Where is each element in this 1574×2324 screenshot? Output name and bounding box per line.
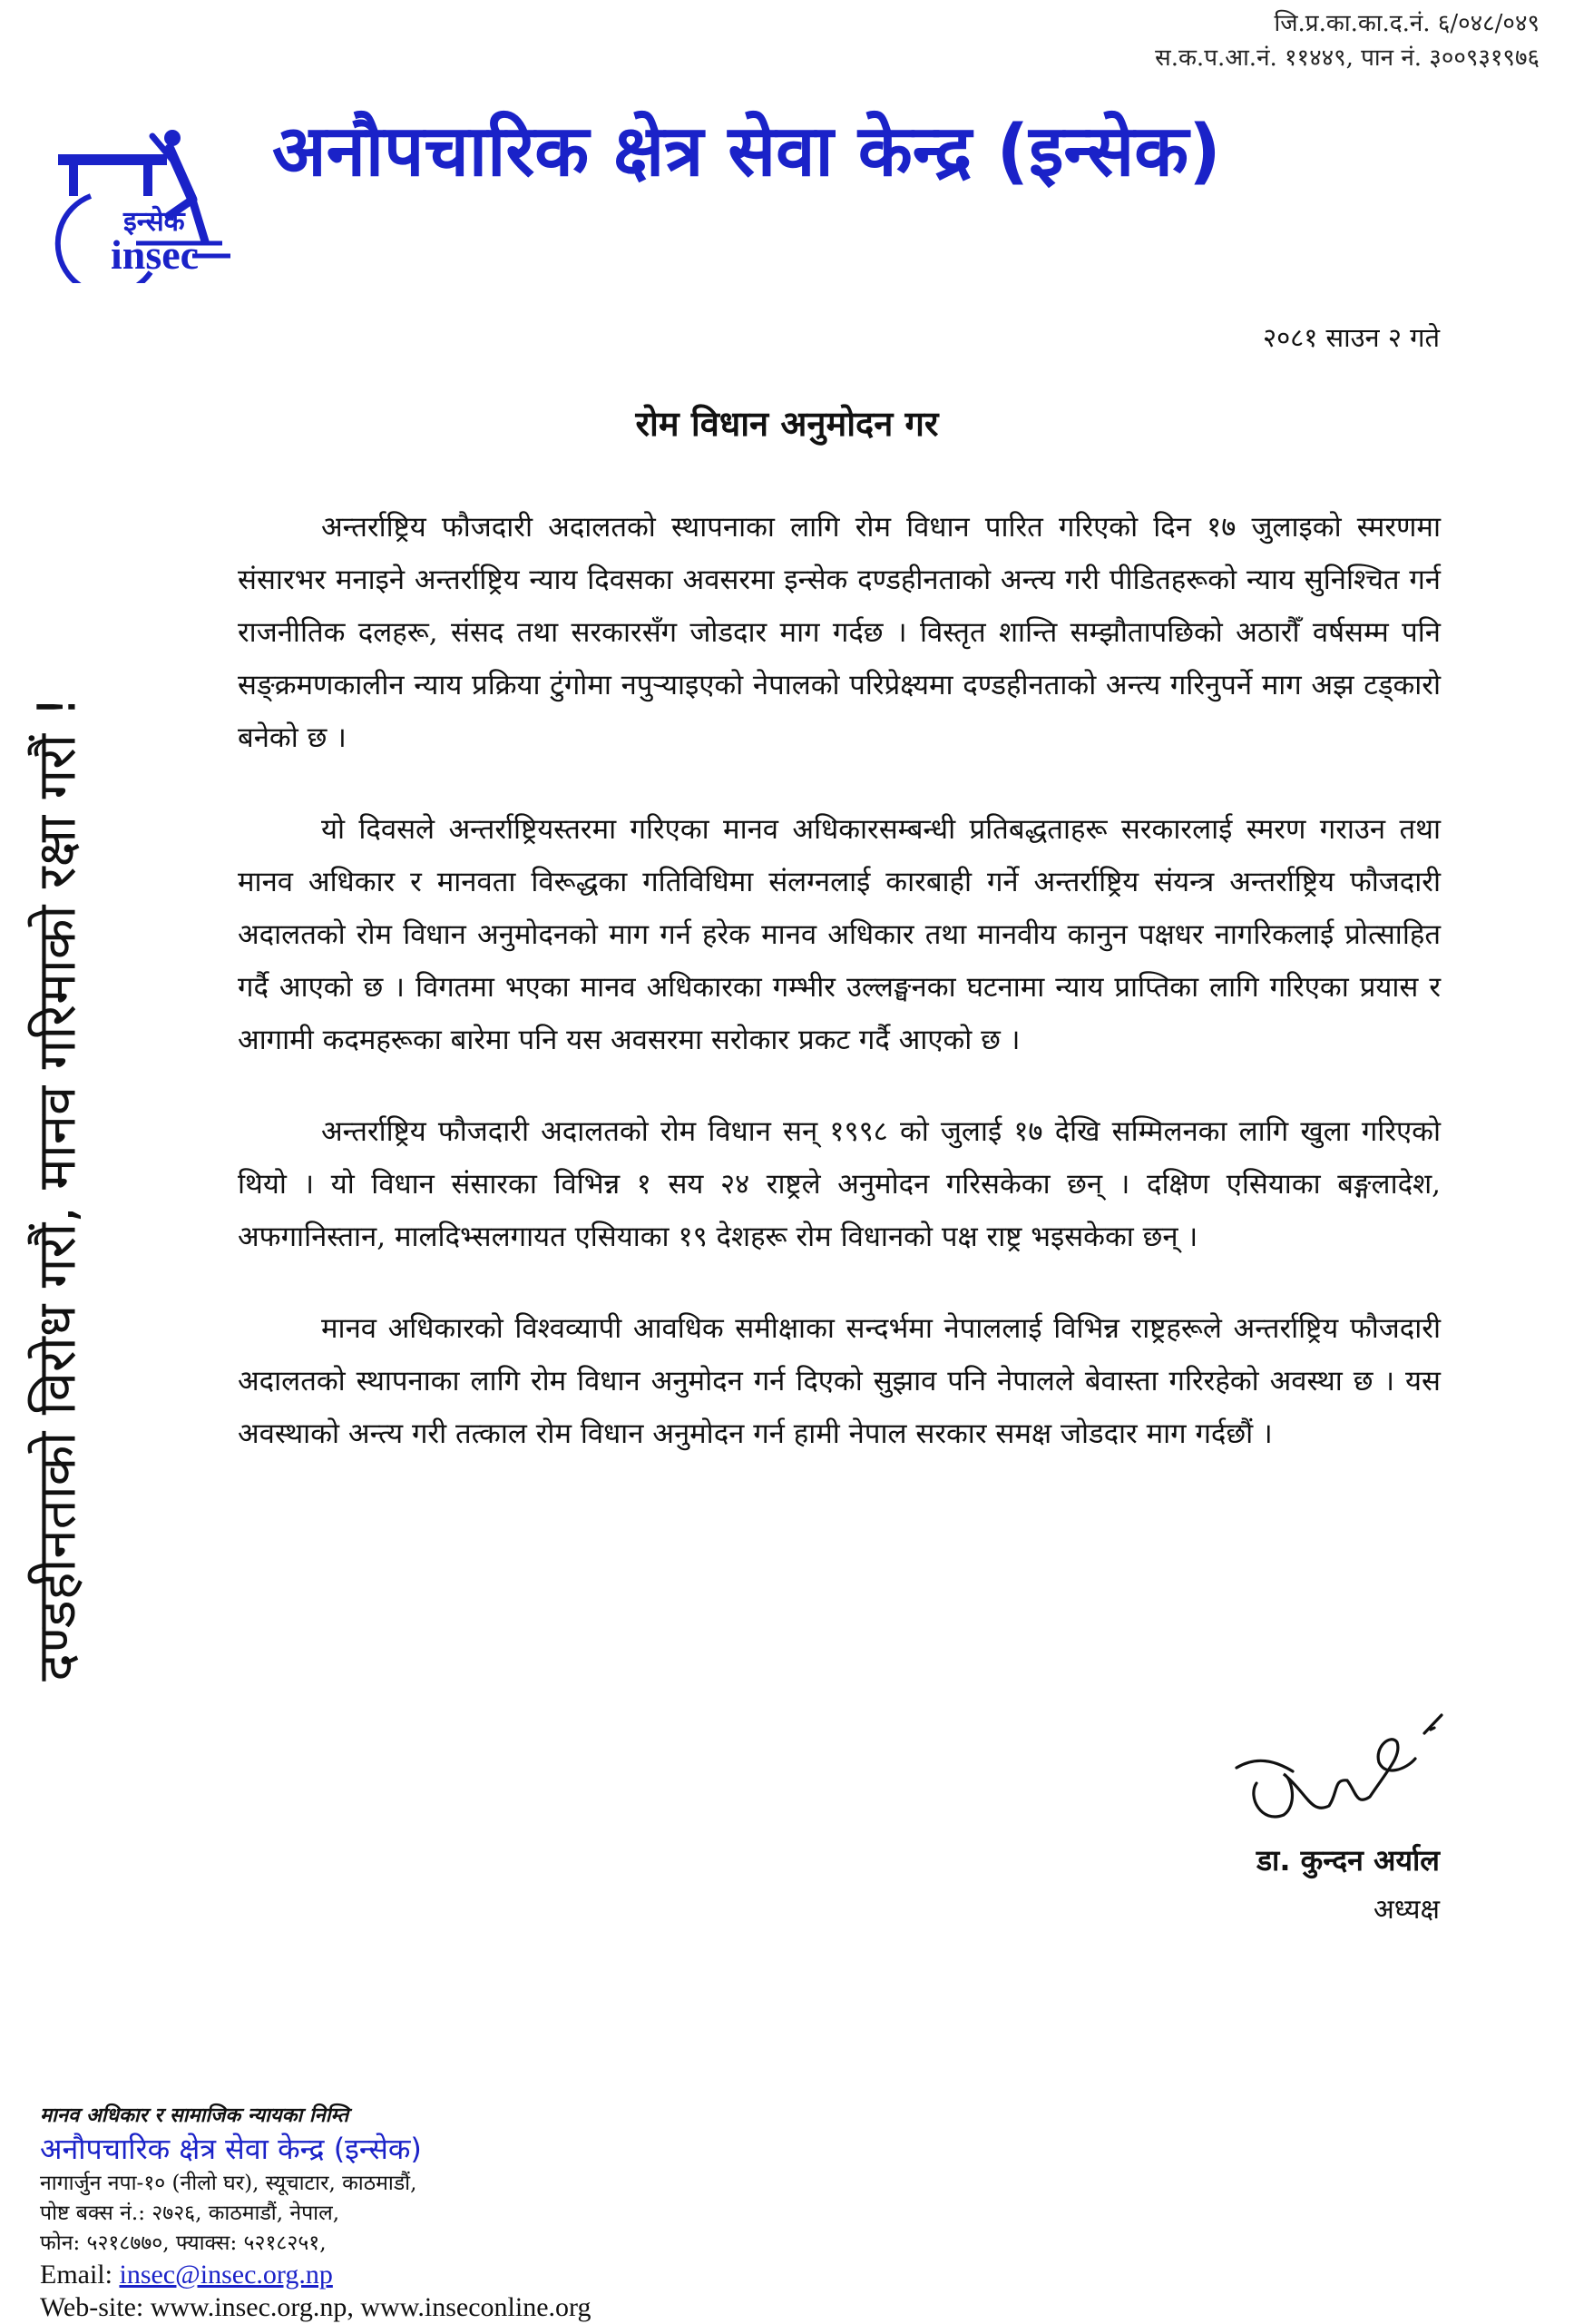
footer — [40, 2102, 856, 2324]
paragraph-3: अन्तर्राष्ट्रिय फौजदारी अदालतको रोम विधान सन् १९९८ को जुलाई १७ देखि सम्मिलनका लागि खुला गरिएको थियो । यो विधान संसारका विभिन्न १ सय २४ राष्ट्रले अनुमोदन गरिसकेका छन् । दक्षिण एसियाका बङ्गलादेश, अफगानिस्तान, मालदिभ्सलगायत एसियाका १९ देशहरू रोम विधानको पक्ष राष्ट्र भइसकेका छन् । — [238, 1115, 1441, 1253]
footer-org-name: अनौपचारिक क्षेत्र सेवा केन्द्र (इन्सेक) — [40, 2132, 422, 2166]
insec-logo — [36, 129, 272, 283]
registration-line-2: स.क.प.आ.नं. ११४४९, पान नं. ३००९३१९७६ — [1155, 44, 1540, 72]
footer-address-1: नागार्जुन नपा-१० (नीलो घर), स्यूचाटार, काठमाडौं, — [40, 2172, 417, 2195]
paragraph-2: यो दिवसले अन्तर्राष्ट्रियस्तरमा गरिएका मानव अधिकारसम्बन्धी प्रतिबद्धताहरू सरकारलाई स्मरण गराउन तथा मानव अधिकार र मानवता विरूद्धका गतिविधिमा संलग्नलाई कारबाही गर्ने अन्तर्राष्ट्रिय संयन्त्र अन्तर्राष्ट्रिय फौजदारी अदालतको रोम विधान अनुमोदनको माग गर्न हरेक मानव अधिकार तथा मानवीय कानुन पक्षधर नागरिकलाई प्रोत्साहित गर्दै आएको छ । विगतमा भएका मानव अधिकारका गम्भीर उल्लङ्घनका घटनामा न्याय प्राप्तिका लागि गरिएका प्रयास र आगामी कदमहरूका बारेमा पनि यस अवसरमा सरोकार प्रकट गर्दै आएको छ । — [238, 813, 1441, 1056]
footer-website-label: Web-site: — [40, 2292, 144, 2322]
logo-text-nepali: इन्सेक — [123, 206, 185, 238]
footer-email-label: Email: — [40, 2260, 112, 2290]
footer-websites[interactable]: www.insec.org.np, www.inseconline.org — [150, 2292, 591, 2322]
side-slogan-container — [0, 581, 109, 1797]
logo-text-english: insec — [111, 231, 200, 278]
signatory-name: डा. कुन्दन अर्याल — [1256, 1843, 1440, 1878]
side-slogan: दण्डहीनताको विरोध गरौं, मानव गरिमाको रक्षा गरौं ! — [25, 696, 88, 1682]
footer-tagline: मानव अधिकार र सामाजिक न्यायका निम्ति — [40, 2103, 349, 2127]
registration-line-1: जि.प्र.का.का.द.नं. ६/०४८/०४९ — [1274, 10, 1540, 37]
paragraph-4: मानव अधिकारको विश्वव्यापी आवधिक समीक्षाका सन्दर्भमा नेपाललाई विभिन्न राष्ट्रहरूले अन्तर्राष्ट्रिय फौजदारी अदालतको स्थापनाका लागि रोम विधान अनुमोदन गर्न दिएको सुझाव पनि नेपालले बेवास्ता गरिरहेको अवस्था छ । यस अवस्थाको अन्त्य गरी तत्काल रोम विधान अनुमोदन गर्न हामी नेपाल सरकार समक्ष जोडदार माग गर्दछौं । — [238, 1312, 1441, 1450]
footer-website-row — [40, 2291, 856, 2324]
letter-date: २०८१ साउन २ गते — [1262, 322, 1440, 353]
organization-title: अनौपचारिक क्षेत्र सेवा केन्द्र (इन्सेक) — [272, 111, 1221, 192]
signatory-title: अध्यक्ष — [1373, 1894, 1440, 1926]
footer-phone: फोन: ५२१८७७०, फ्याक्स: ५२१८२५१, — [40, 2231, 327, 2255]
letter-body — [238, 501, 1441, 1499]
insec-logo-graphic — [36, 129, 272, 283]
footer-address-2: पोष्ट बक्स नं.: २७२६, काठमाडौं, नेपाल, — [40, 2201, 340, 2225]
paragraph-1: अन्तर्राष्ट्रिय फौजदारी अदालतको स्थापनाका लागि रोम विधान पारित गरिएको दिन १७ जुलाइको स्मरणमा संसारभर मनाइने अन्तर्राष्ट्रिय न्याय दिवसका अवसरमा इन्सेक दण्डहीनताको अन्त्य गरी पीडितहरूको न्याय सुनिश्चित गर्न राजनीतिक दलहरू, संसद तथा सरकारसँग जोडदार माग गर्दछ । विस्तृत शान्ति सम्झौतापछिको अठारौँ वर्षसम्म पनि सङ्क्रमणकालीन न्याय प्रक्रिया टुंगोमा नपुऱ्याइएको नेपालको परिप्रेक्ष्यमा दण्डहीनताको अन्त्य गरिनुपर्ने माग अझ टड्कारो बनेको छ । — [238, 511, 1441, 754]
footer-email-row — [40, 2259, 856, 2291]
letter-title: रोम विधान अनुमोदन गर — [635, 404, 939, 444]
signature-image — [1220, 1706, 1447, 1842]
footer-email-link[interactable]: insec@insec.org.np — [119, 2260, 333, 2290]
